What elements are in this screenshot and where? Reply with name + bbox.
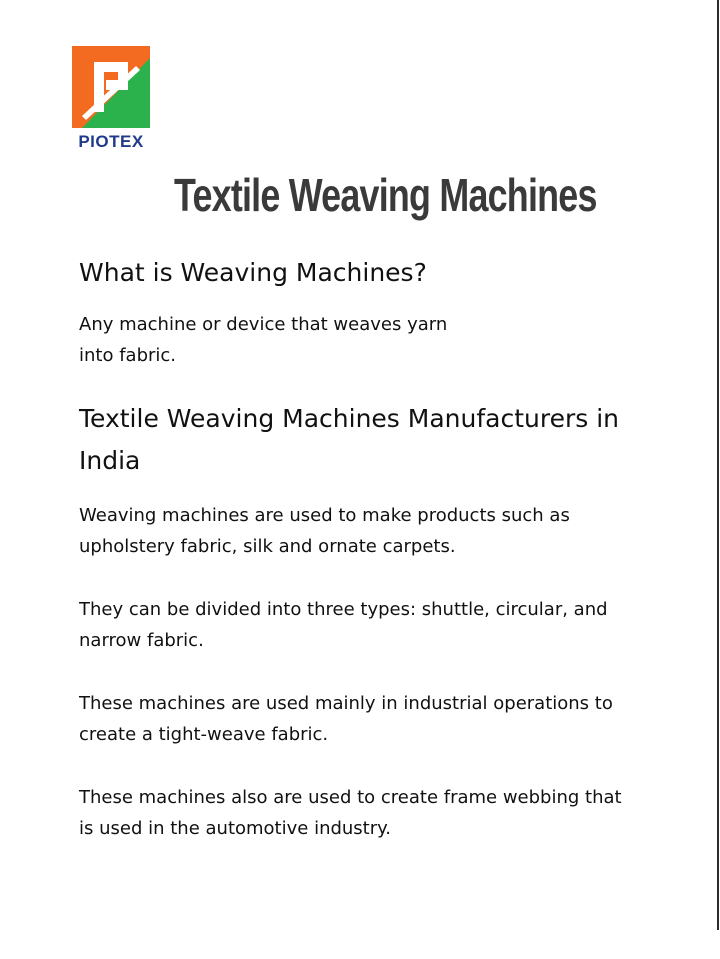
paragraph-types (79, 594, 689, 656)
paragraph-line: These machines also are used to create frame webbing that (79, 787, 622, 808)
paragraph-line: They can be divided into three types: shuttle, circular, and (79, 599, 608, 620)
section-heading-what-is: What is Weaving Machines? (79, 258, 427, 287)
paragraph-industrial (79, 688, 689, 750)
paragraph-products (79, 500, 689, 562)
definition-paragraph (79, 309, 499, 371)
paragraph-line: Any machine or device that weaves yarn (79, 314, 448, 335)
paragraph-line: create a tight-weave fabric. (79, 724, 329, 745)
section-heading-manufacturers (79, 398, 679, 482)
page-right-border (717, 0, 719, 930)
logo-wordmark: PIOTEX (78, 132, 144, 151)
paragraph-line: into fabric. (79, 345, 177, 366)
paragraph-line: is used in the automotive industry. (79, 818, 391, 839)
paragraph-line: Weaving machines are used to make products such as (79, 505, 570, 526)
paragraph-line: upholstery fabric, silk and ornate carpets. (79, 536, 456, 557)
paragraph-automotive (79, 782, 699, 844)
paragraph-line: narrow fabric. (79, 630, 204, 651)
page-title: Textile Weaving Machines (174, 169, 597, 221)
paragraph-line: These machines are used mainly in industrial operations to (79, 693, 613, 714)
piotex-logo (72, 46, 150, 152)
piotex-logo-mark (72, 46, 150, 128)
heading-line: India (79, 446, 141, 475)
heading-line: Textile Weaving Machines Manufacturers in (79, 404, 620, 433)
